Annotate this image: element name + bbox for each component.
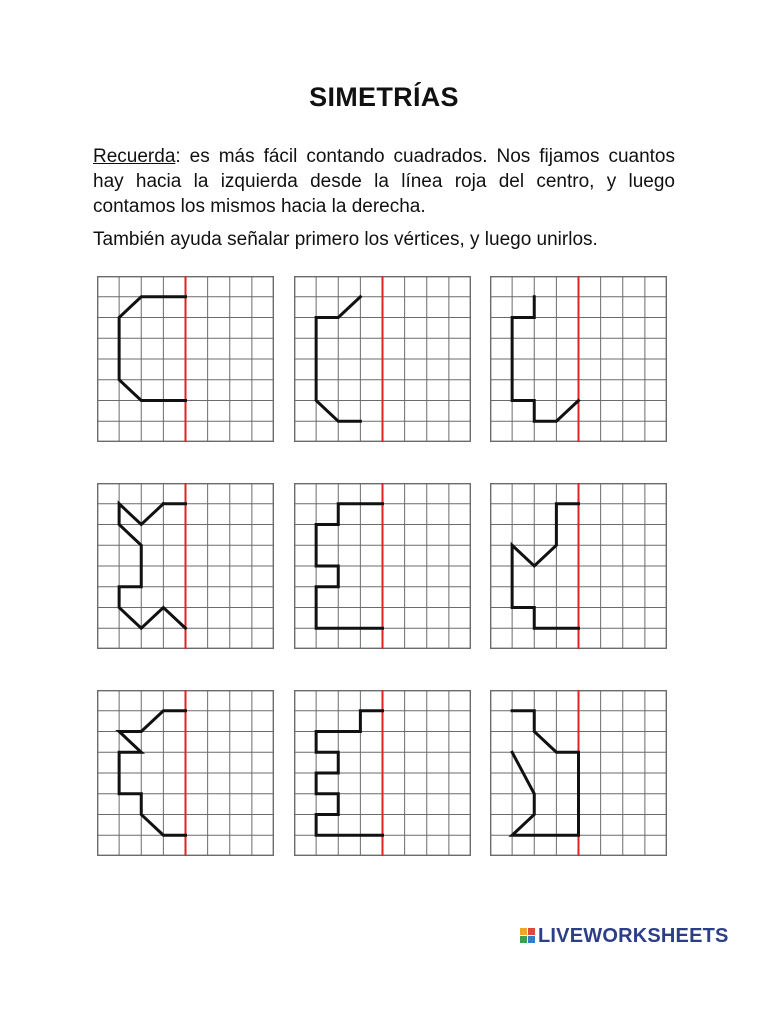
logo-square: [520, 936, 527, 943]
half-figure-outline: [119, 297, 185, 401]
exercise-grid-4[interactable]: [97, 483, 274, 649]
liveworksheets-logo: [520, 925, 729, 947]
instruction-paragraph-2: También ayuda señalar primero los vértices, y luego unirlos.: [93, 229, 598, 250]
brand-name: LIVEWORKSHEETS: [538, 925, 729, 947]
exercise-grid-7[interactable]: [97, 690, 274, 856]
exercise-grid-9[interactable]: [490, 690, 667, 856]
recuerda-label: Recuerda: [93, 146, 176, 167]
logo-square: [528, 936, 535, 943]
exercise-grid-2[interactable]: [294, 276, 471, 442]
logo-square: [528, 928, 535, 935]
worksheet-title: SIMETRÍAS: [309, 82, 459, 112]
logo-square: [520, 928, 527, 935]
instruction-paragraph-1: [93, 144, 675, 219]
exercise-grid-5[interactable]: [294, 483, 471, 649]
exercise-grid-1[interactable]: [97, 276, 274, 442]
liveworksheets-logo-icon: [520, 928, 536, 944]
instruction-text: : es más fácil contando cuadrados. Nos fijamos cuantos hay hacia la izquierda desde la línea roja del centro, y luego contamos los mismos hacia la derecha.: [93, 146, 675, 217]
exercise-grid-6[interactable]: [490, 483, 667, 649]
exercise-grid-3[interactable]: [490, 276, 667, 442]
exercise-grid-8[interactable]: [294, 690, 471, 856]
